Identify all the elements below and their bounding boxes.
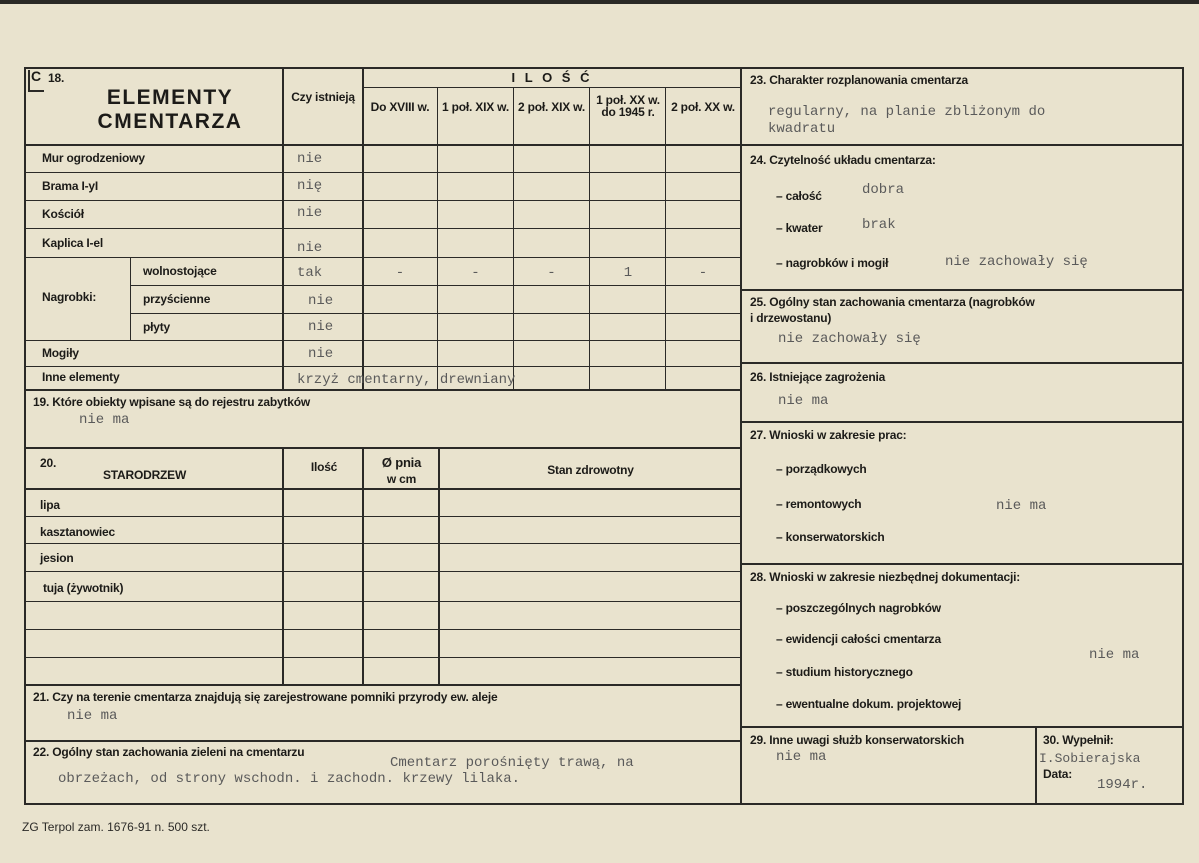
s18-row-label: przyścienne xyxy=(143,292,211,306)
s20-row-line xyxy=(24,601,740,602)
s24-item-label: – całość xyxy=(776,189,822,203)
s23-value-2: kwadratu xyxy=(768,121,836,137)
s22-label: 22. Ogólny stan zachowania zieleni na cmentarzu xyxy=(33,745,305,759)
s18-row-label: Kościół xyxy=(42,207,84,221)
s28-item: – ewidencji całości cmentarza xyxy=(776,632,941,646)
s18-bottom xyxy=(24,389,740,391)
s18-count: 1 xyxy=(623,265,633,281)
s18-row-line xyxy=(130,285,740,286)
s18-inne-value: krzyż cmentarny, drewniany xyxy=(297,372,516,388)
s20-col-health: Stan zdrowotny xyxy=(547,463,634,477)
s24-item-label: – nagrobków i mogił xyxy=(776,256,889,270)
s20-tree-row: jesion xyxy=(40,551,74,565)
s18-col-line-f xyxy=(665,87,666,389)
s26-label: 26. Istniejące zagrożenia xyxy=(750,370,886,384)
s18-count: - xyxy=(471,265,480,281)
s30-value: I.Sobierajska xyxy=(1039,751,1141,766)
s20-col-line xyxy=(438,447,440,685)
s21-value: nie ma xyxy=(67,708,118,724)
section-marker: C xyxy=(31,68,41,84)
s20-tree-row: tuja (żywotnik) xyxy=(43,581,124,595)
s18-row-line xyxy=(130,313,740,314)
s18-row-label: płyty xyxy=(143,320,171,334)
s28-bottom xyxy=(740,726,1184,728)
s18-row-line xyxy=(24,340,740,341)
s23-value-1: regularny, na planie zbliżonym do xyxy=(768,104,1046,120)
s18-row-label: Inne elementy xyxy=(42,370,120,384)
s23-bottom xyxy=(740,144,1184,146)
s20-title: STARODRZEW xyxy=(103,468,187,482)
s25-label-2: i drzewostanu) xyxy=(750,311,832,325)
frame-right xyxy=(1182,67,1184,805)
s26-bottom xyxy=(740,421,1184,423)
s18-header-bottom xyxy=(24,144,740,146)
s18-nagrobki-line xyxy=(130,257,131,340)
s25-label-1: 25. Ogólny stan zachowania cmentarza (nagrobków xyxy=(750,295,1035,309)
s29-value: nie ma xyxy=(776,749,827,765)
s27-bottom xyxy=(740,563,1184,565)
s18-row-line xyxy=(24,257,740,258)
s20-col-diam-1: Ø pnia xyxy=(381,455,422,470)
s18-col-exists: Czy istnieją xyxy=(291,90,355,104)
s19-bottom xyxy=(24,447,740,449)
s24-item-value: nie zachowały się xyxy=(945,254,1088,270)
s18-row-line xyxy=(24,228,740,229)
s18-exists-value: nie xyxy=(297,151,323,167)
s20-bottom xyxy=(24,684,740,686)
s18-col-period-3: 2 poł. XIX w. xyxy=(518,100,585,114)
s18-count: - xyxy=(698,265,708,281)
s27-label: 27. Wnioski w zakresie prac: xyxy=(750,428,907,442)
s18-col-line-c xyxy=(437,87,438,389)
s18-col-line-e xyxy=(589,87,590,389)
s24-item-label: – kwater xyxy=(776,221,823,235)
s20-row-line xyxy=(24,543,740,544)
s18-title-1: ELEMENTY xyxy=(106,86,234,109)
s18-title-2: CMENTARZA xyxy=(97,110,243,133)
s19-label: 19. Które obiekty wpisane są do rejestru zabytków xyxy=(33,395,310,409)
s27-item: – porządkowych xyxy=(776,462,867,476)
s18-exists-value: nie xyxy=(308,293,334,309)
s28-label: 28. Wnioski w zakresie niezbędnej dokumentacji: xyxy=(750,570,1021,584)
s21-bottom xyxy=(24,740,740,742)
s20-tree-row: kasztanowiec xyxy=(40,525,115,539)
s20-header-bottom xyxy=(24,488,740,490)
s20-number: 20. xyxy=(40,456,57,470)
s18-row-label: Mur ogrodzeniowy xyxy=(42,151,145,165)
s24-item-value: brak xyxy=(862,217,896,233)
s24-item-value: dobra xyxy=(862,182,905,198)
s18-row-line xyxy=(24,366,740,367)
s30-label: 30. Wypełnił: xyxy=(1043,733,1114,747)
s29-label: 29. Inne uwagi służb konserwatorskich xyxy=(750,733,964,747)
s18-col-period-5: 2 poł. XX w. xyxy=(671,100,735,114)
frame-left xyxy=(24,67,26,805)
s24-bottom xyxy=(740,289,1184,291)
s18-ilosc-header: I L O Ś Ć xyxy=(511,70,593,85)
s18-exists-value: nie xyxy=(308,319,334,335)
s22-value-1: Cmentarz porośnięty trawą, na xyxy=(390,755,634,771)
s27-value: nie ma xyxy=(996,498,1047,514)
frame-top xyxy=(24,67,1184,69)
s27-item: – konserwatorskich xyxy=(776,530,885,544)
s18-nagrobki-label: Nagrobki: xyxy=(42,290,97,304)
s18-col-line-d xyxy=(513,87,514,389)
s23-label: 23. Charakter rozplanowania cmentarza xyxy=(750,73,969,87)
s18-col-period-2: 1 poł. XIX w. xyxy=(442,100,509,114)
s18-col-period-1: Do XVIII w. xyxy=(370,100,430,114)
s20-row-line xyxy=(24,657,740,658)
s18-exists-value: nie xyxy=(297,205,323,221)
s25-bottom xyxy=(740,362,1184,364)
s20-col-line xyxy=(362,447,364,685)
s18-exists-value: nie xyxy=(308,346,334,362)
s24-label: 24. Czytelność układu cmentarza: xyxy=(750,153,936,167)
s20-col-line xyxy=(282,447,284,685)
s18-row-label: wolnostojące xyxy=(143,264,217,278)
s18-count: - xyxy=(547,265,556,281)
s18-row-label: Mogiły xyxy=(42,346,79,360)
frame-bottom xyxy=(24,803,1184,805)
s18-count: - xyxy=(395,265,405,281)
s22-value-2: obrzeżach, od strony wschodn. i zachodn. krzewy lilaka. xyxy=(58,771,521,787)
s18-exists-value: nie xyxy=(297,240,323,256)
s28-value: nie ma xyxy=(1089,647,1140,663)
s20-tree-row: lipa xyxy=(40,498,60,512)
s18-exists-value: tak xyxy=(297,265,323,281)
s20-row-line xyxy=(24,516,740,517)
s30-date-value: 1994r. xyxy=(1097,777,1148,793)
scan-top-edge xyxy=(0,0,1199,4)
s18-exists-value: nię xyxy=(297,178,323,194)
s21-label: 21. Czy na terenie cmentarza znajdują się zarejestrowane pomniki przyrody ew. aleje xyxy=(33,690,498,704)
s20-col-count: Ilość xyxy=(310,460,338,474)
s30-date-label: Data: xyxy=(1043,767,1073,781)
s18-col-period-4: 1 poł. XX w. do 1945 r. xyxy=(596,93,660,119)
s18-row-line xyxy=(24,172,740,173)
s20-row-line xyxy=(24,629,740,630)
s20-row-line xyxy=(24,571,740,572)
s18-row-label: Kaplica I-el xyxy=(42,236,103,250)
s26-value: nie ma xyxy=(778,393,829,409)
s25-value: nie zachowały się xyxy=(778,331,921,347)
s18-ilosc-underline xyxy=(362,87,740,88)
s18-number: 18. xyxy=(48,71,65,85)
s29-s30-divider xyxy=(1035,726,1037,805)
s18-row-line xyxy=(24,200,740,201)
print-footer: ZG Terpol zam. 1676-91 n. 500 szt. xyxy=(22,820,210,834)
s28-item: – poszczególnych nagrobków xyxy=(776,601,941,615)
s27-item: – remontowych xyxy=(776,497,862,511)
s28-item: – ewentualne dokum. projektowej xyxy=(776,697,962,711)
s20-col-diam-2: w cm xyxy=(386,472,417,486)
column-divider xyxy=(740,67,742,805)
s18-row-label: Brama I-yI xyxy=(42,179,99,193)
s28-item: – studium historycznego xyxy=(776,665,913,679)
s19-value: nie ma xyxy=(79,412,130,428)
